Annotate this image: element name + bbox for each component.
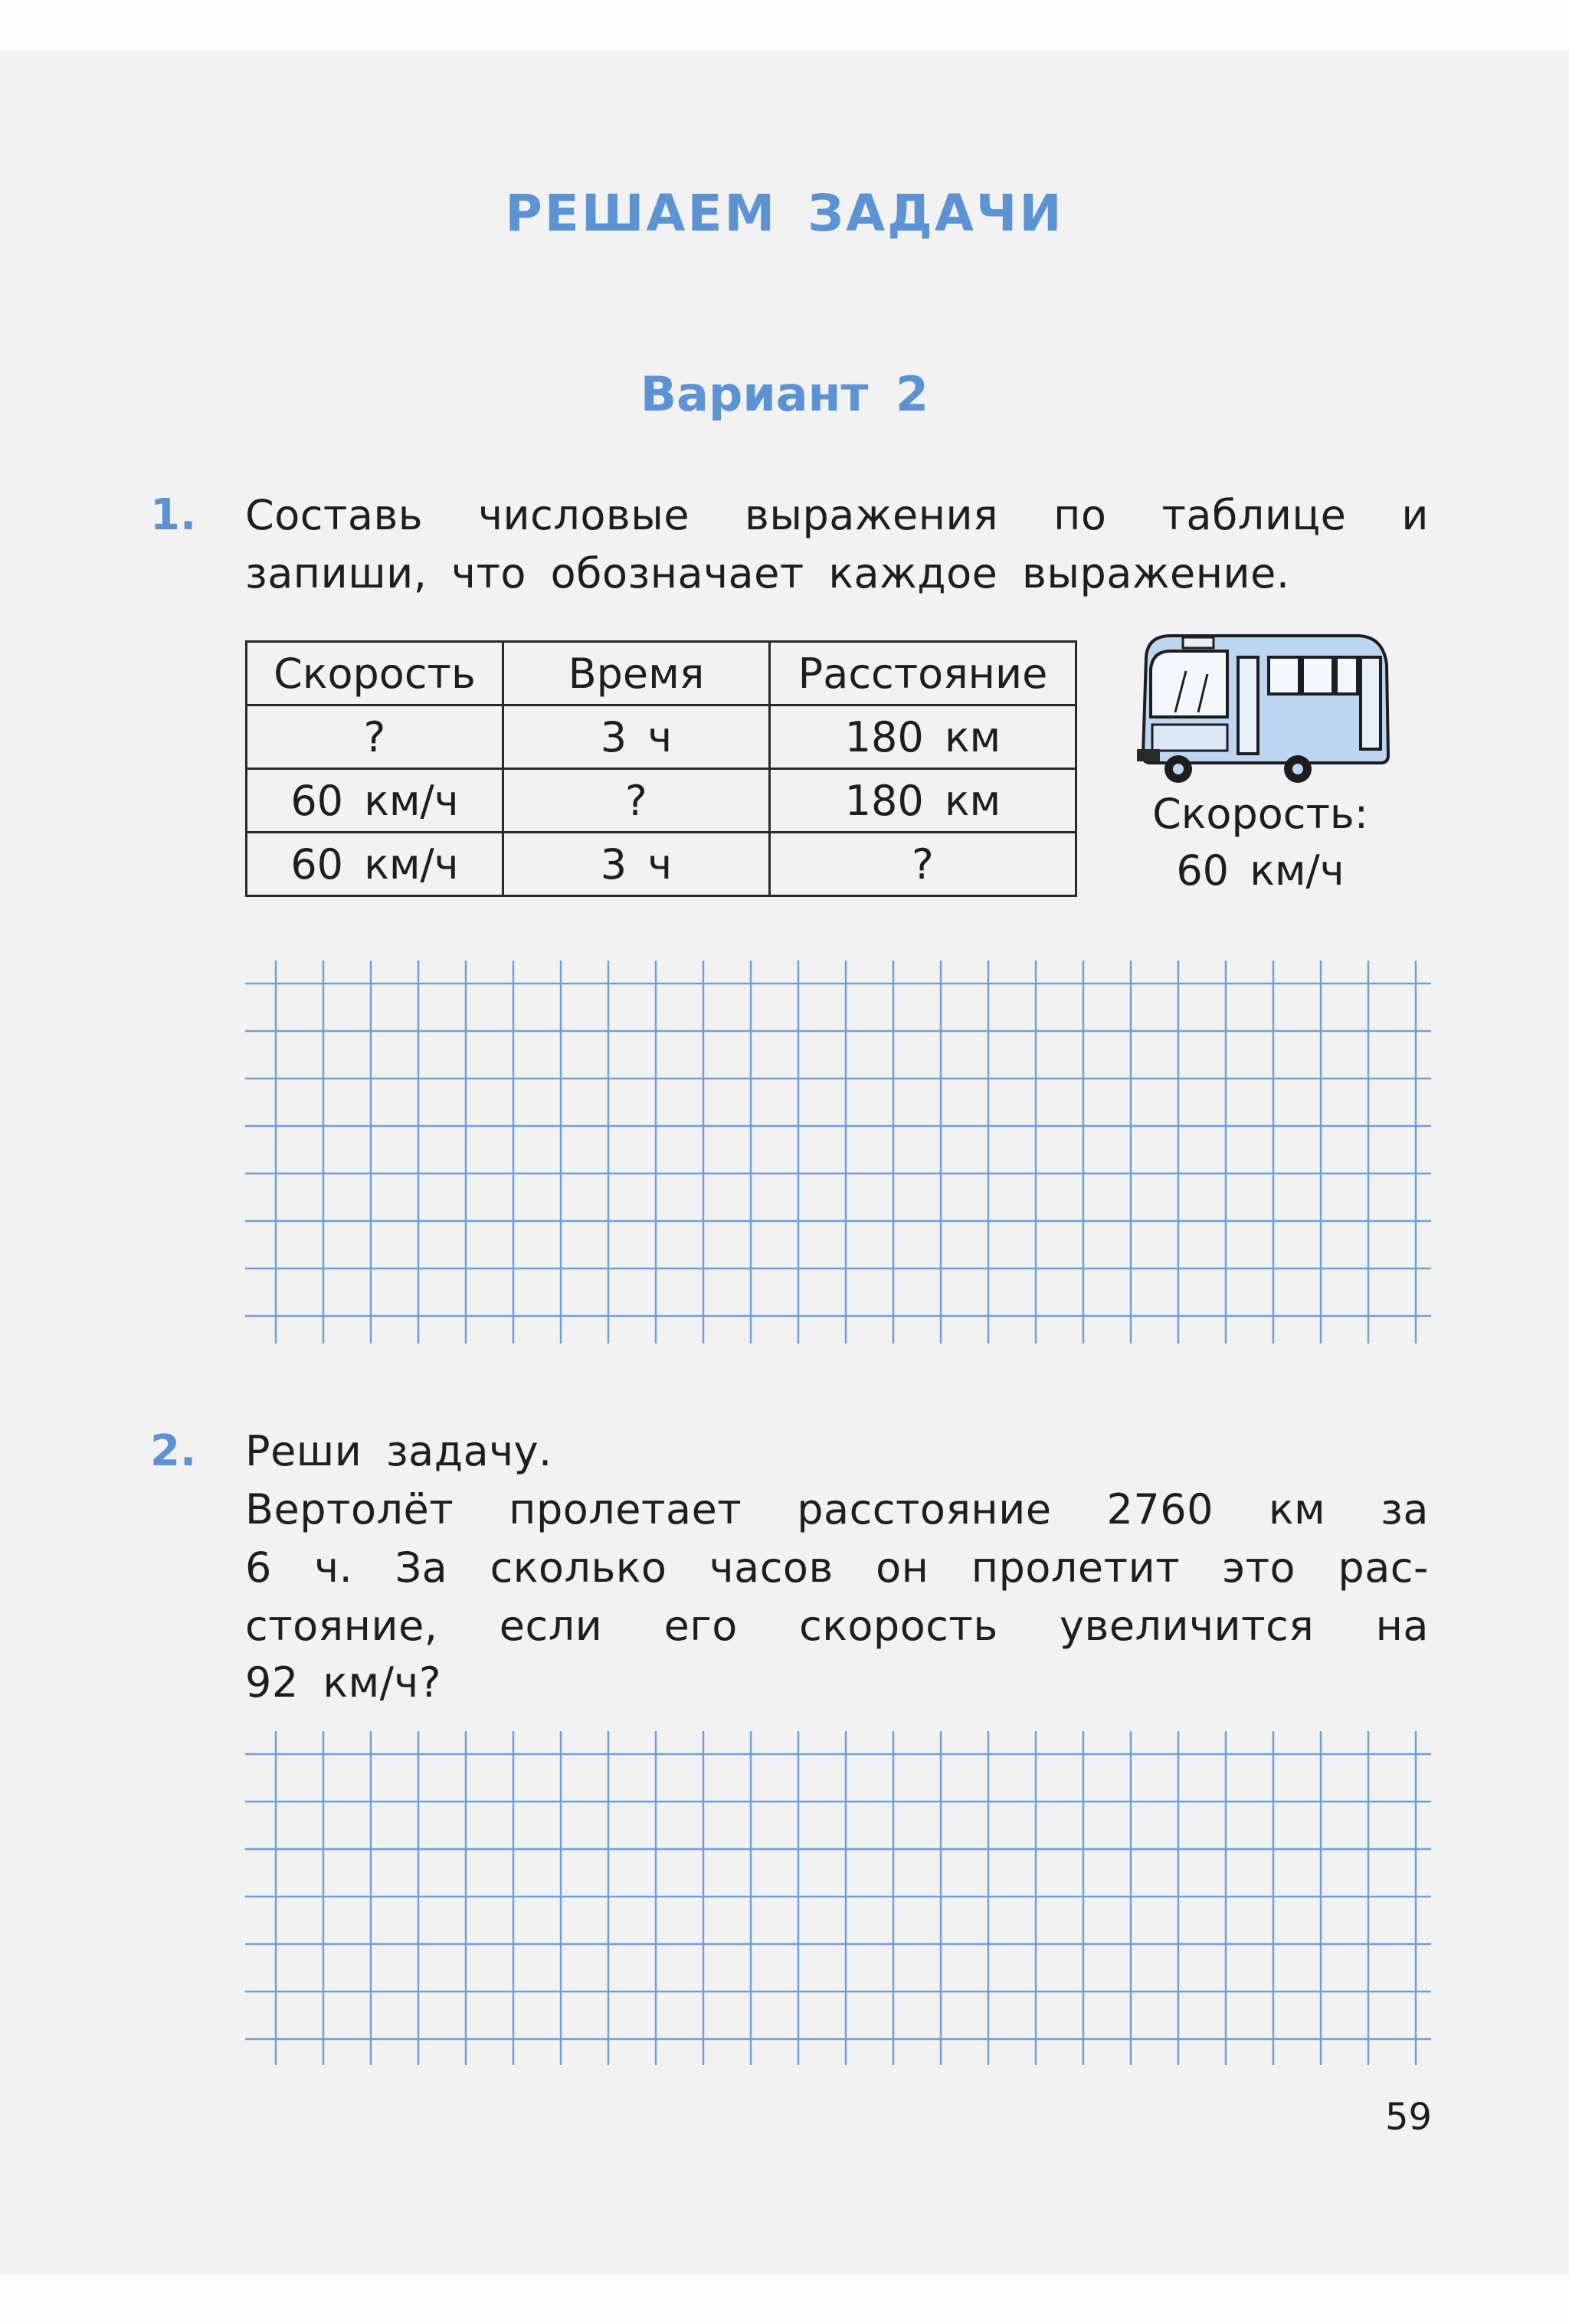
task-1-word: выражения [745, 491, 999, 539]
table-row [247, 705, 1076, 769]
task-2-word: сколько [490, 1543, 667, 1592]
task-1-word: числовые [478, 491, 690, 539]
table-row [247, 833, 1076, 896]
task-2-word: 2760 [1106, 1485, 1214, 1534]
task-2-word: он [876, 1543, 929, 1592]
speed-time-distance-table [245, 640, 1077, 897]
table-cell: 60 км/ч [247, 769, 503, 833]
task-2-word: За [395, 1543, 448, 1592]
page-title: РЕШАЕМ ЗАДАЧИ [505, 184, 1064, 243]
task-2-word: пролетит [971, 1543, 1181, 1592]
task-2-word: ч. [314, 1543, 353, 1592]
task-2-word: за [1381, 1485, 1429, 1534]
task-1-word: таблице [1161, 491, 1347, 539]
task-1-number: 1. [150, 490, 197, 540]
table-cell: ? [770, 833, 1076, 896]
table-cell: 60 км/ч [247, 833, 503, 896]
task-2-word: часов [709, 1543, 834, 1592]
bus-icon [1137, 627, 1394, 787]
table-cell: ? [503, 769, 770, 833]
page-number: 59 [1385, 2096, 1433, 2139]
table-cell: 3 ч [503, 833, 770, 896]
task-2-word: стояние, [245, 1602, 438, 1650]
table-cell: 3 ч [503, 705, 770, 769]
task-1-text-line-2: запиши, что обозначает каждое выражение. [245, 549, 1290, 597]
task-1-text-line-1 [245, 487, 1429, 544]
task-2-word: если [499, 1602, 603, 1650]
task-2-word: рас- [1338, 1543, 1429, 1592]
task-2-word: скорость [799, 1602, 998, 1650]
table-cell: 180 км [770, 705, 1076, 769]
task-2-text-line-4 [245, 1598, 1429, 1655]
variant-heading: Вариант 2 [640, 366, 929, 422]
task-2-text-line-3 [245, 1540, 1429, 1596]
task-2-word: это [1222, 1543, 1296, 1592]
bus-speed-label: Скорость: [1152, 790, 1368, 838]
task-2-word: на [1375, 1602, 1429, 1650]
task-2-word: км [1268, 1485, 1326, 1534]
task-2-text-line-1: Реши задачу. [245, 1427, 552, 1475]
answer-grid-2[interactable] [245, 1731, 1431, 2065]
table-row [247, 769, 1076, 833]
task-1-word: и [1401, 491, 1429, 539]
bus-speed-value: 60 км/ч [1176, 846, 1345, 895]
task-1-word: по [1053, 491, 1107, 539]
task-2-text-line-5: 92 км/ч? [245, 1658, 441, 1707]
task-2-word: Вертолёт [245, 1485, 454, 1534]
table-header-row [247, 642, 1076, 705]
task-2-word: увеличится [1060, 1602, 1315, 1650]
task-2-number: 2. [150, 1426, 197, 1476]
table-header-cell: Расстояние [770, 642, 1076, 705]
table-cell: 180 км [770, 769, 1076, 833]
table-header-cell: Скорость [247, 642, 503, 705]
task-2-word: расстояние [797, 1485, 1052, 1534]
table-header-cell: Время [503, 642, 770, 705]
answer-grid-1[interactable] [245, 961, 1431, 1344]
task-1-word: Составь [245, 491, 424, 539]
task-2-word: пролетает [509, 1485, 742, 1534]
table-cell: ? [247, 705, 503, 769]
task-2-word: 6 [245, 1543, 272, 1592]
task-2-word: его [663, 1602, 738, 1650]
task-2-text-line-2 [245, 1481, 1429, 1538]
